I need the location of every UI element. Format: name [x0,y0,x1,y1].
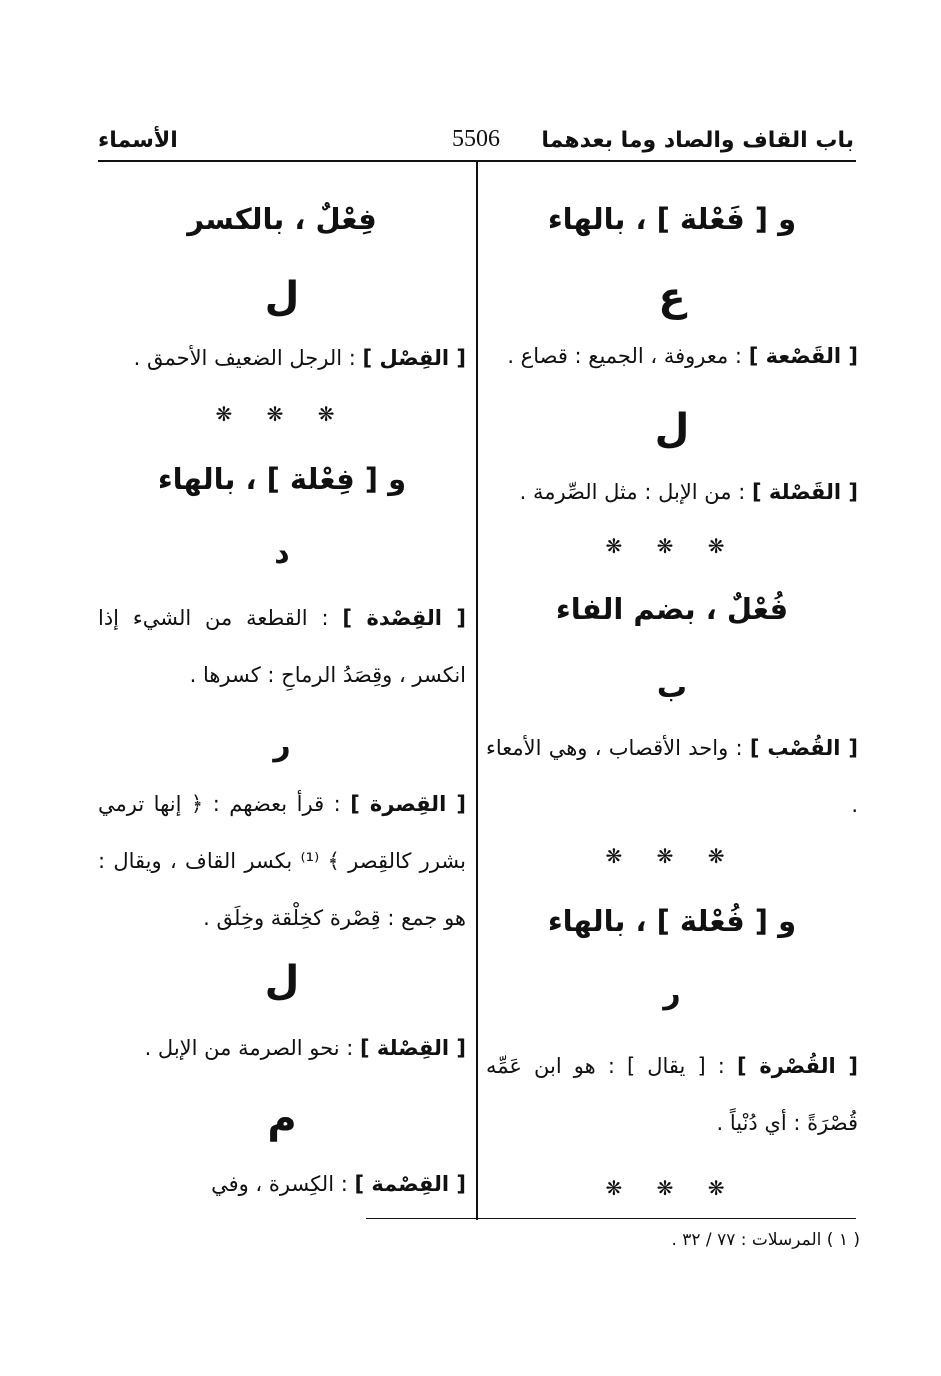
entry-definition: : قرأ بعضهم : ﴿ إنها ترمي بشرر كالقِصر ﴾ ⁽¹⁾ بكسر القاف ، ويقال : هو جمع : قِصْرة كخِلْقة وخِلَق . [98,792,466,930]
entry-definition: : [ يقال ] : هو ابن عَمِّه قُصْرَةً : أي دُنْياً . [486,1054,858,1135]
entry-headword: [ القَصْعة ] [748,344,858,368]
letter-heading: ل [264,958,300,1004]
dictionary-entry [98,590,466,704]
footnote-rule [366,1218,856,1219]
entry-definition: : واحد الأقصاب ، وهي الأمعاء . [486,736,858,817]
pattern-heading: فُعْلٌ ، بضم الفاء [555,592,789,626]
dictionary-entry [486,328,858,385]
entry-headword: [ القِصرة ] [350,792,466,816]
pattern-heading: و [ فِعْلة ] ، بالهاء [157,462,407,496]
letter-heading: ل [264,274,300,320]
dictionary-entry [486,720,858,834]
entry-definition: : القطعة من الشيء إذا انكسر ، وقِصَدُ الرماحِ : كسرها . [98,606,466,687]
dictionary-entry [98,1156,466,1213]
entry-definition: : الرجل الضعيف الأحمق . [133,346,356,370]
running-head [98,124,854,160]
pattern-heading: فِعْلٌ ، بالكسر [187,202,377,236]
section-title-left: الأسماء [98,128,178,153]
entry-headword: [ القِصْمة ] [354,1172,466,1196]
entry-headword: [ القَصْلة ] [751,480,858,504]
letter-heading: ع [658,274,686,320]
chapter-title-right: باب القاف والصاد وما بعدهما [541,128,854,153]
dictionary-entry [486,1038,858,1152]
entry-headword: [ القُصْرة ] [736,1054,858,1078]
letter-heading: ل [654,406,690,452]
pattern-heading: و [ فُعْلة ] ، بالهاء [547,904,797,938]
letter-heading: ب [656,670,688,705]
dictionary-entry [98,330,466,387]
entry-definition: : نحو الصرمة من الإبل . [144,1036,354,1060]
page-number: 5506 [452,126,500,152]
section-separator: ❋ ❋ ❋ [605,844,739,868]
entry-definition: : معروفة ، الجميع : قصاع . [507,344,743,368]
dictionary-entry [98,776,466,947]
section-separator: ❋ ❋ ❋ [215,402,349,426]
column-divider [476,160,478,1220]
footnote: ( ١ ) المرسلات : ٧٧ / ٣٢ . [671,1230,860,1250]
pattern-heading: و [ فَعْلة ] ، بالهاء [547,202,797,236]
letter-heading: د [274,536,290,571]
entry-headword: [ القِصْل ] [362,346,466,370]
section-separator: ❋ ❋ ❋ [605,1176,739,1200]
entry-definition: : من الإبل : مثل الصِّرمة . [519,480,746,504]
entry-definition: : الكِسرة ، وفي [211,1172,348,1196]
entry-headword: [ القُصْب ] [749,736,858,760]
section-separator: ❋ ❋ ❋ [605,534,739,558]
letter-heading: م [267,1096,297,1142]
dictionary-entry [98,1020,466,1077]
letter-heading: ر [273,728,291,763]
letter-heading: ر [663,976,681,1011]
entry-headword: [ القِصْدة ] [342,606,466,630]
entry-headword: [ القِصْلة ] [359,1036,466,1060]
dictionary-entry [486,464,858,521]
